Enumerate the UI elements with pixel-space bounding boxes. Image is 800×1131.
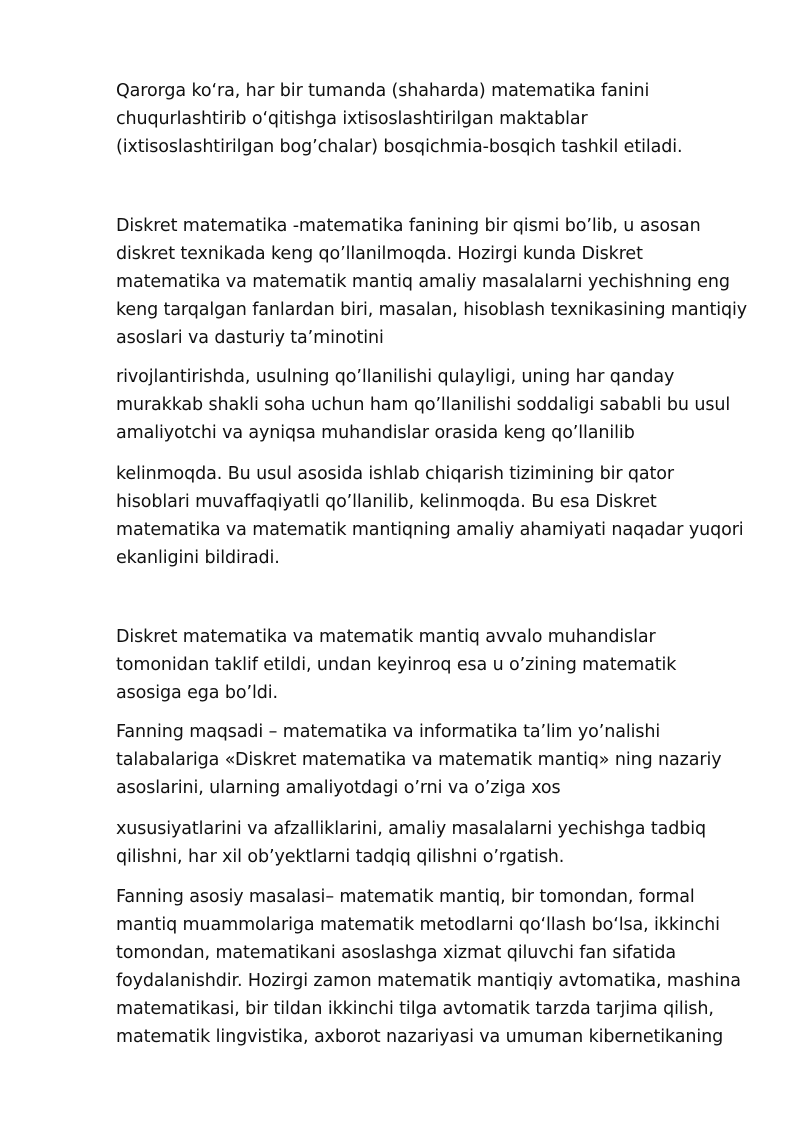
text-line: mantiq muammolariga matematik metodlarni qo‘llash bo‘lsa, ikkinchi — [116, 915, 720, 935]
text-line: murakkab shakli soha uchun ham qo’llanilishi soddaligi sababli bu usul — [116, 395, 731, 415]
text-line: talabalariga «Diskret matematika va matematik mantiq» ning nazariy — [116, 750, 722, 770]
text-line: asoslarini, ularning amaliyotdagi o’rni va o’ziga xos — [116, 778, 561, 798]
paragraph-course-goal-continued — [116, 815, 756, 871]
text-line: matematikasi, bir tildan ikkinchi tilga avtomatik tarzda tarjima qilish, — [116, 999, 714, 1019]
text-line: (ixtisoslashtirilgan bog’chalar) bosqichmia-bosqich tashkil etiladi. — [116, 137, 683, 157]
paragraph-development — [116, 363, 756, 447]
text-line: chuqurlashtirib o‘qitishga ixtisoslashtirilgan maktablar — [116, 109, 588, 129]
text-line: asosiga ega bo’ldi. — [116, 683, 278, 703]
text-line: matematika va matematik mantiq amaliy masalalarni yechishning eng — [116, 272, 730, 292]
text-line: amaliyotchi va ayniqsa muhandislar orasida keng qo’llanilib — [116, 423, 635, 443]
text-line: matematik lingvistika, axborot nazariyasi va umuman kibernetikaning — [116, 1027, 724, 1047]
text-line: Fanning asosiy masalasi– matematik mantiq, bir tomondan, formal — [116, 887, 695, 907]
text-line: diskret texnikada keng qo’llanilmoqda. Hozirgi kunda Diskret — [116, 244, 643, 264]
paragraph-practical-importance — [116, 460, 756, 572]
paragraph-course-goal — [116, 718, 756, 802]
text-line: rivojlantirishda, usulning qo’llanilishi qulayligi, uning har qanday — [116, 367, 675, 387]
text-line: tomondan, matematikani asoslashga xizmat qiluvchi fan sifatida — [116, 943, 677, 963]
paragraph-discrete-math-intro — [116, 212, 756, 352]
text-line: Diskret matematika va matematik mantiq avvalo muhandislar — [116, 627, 656, 647]
text-line: tomonidan taklif etildi, undan keyinroq esa u o’zining matematik — [116, 655, 677, 675]
text-line: xususiyatlarini va afzalliklarini, amaliy masalalarni yechishga tadbiq — [116, 819, 707, 839]
text-line: Qarorga ko‘ra, har bir tumanda (shaharda) matematika fanini — [116, 81, 650, 101]
text-line: Fanning maqsadi – matematika va informatika ta’lim yo’nalishi — [116, 722, 661, 742]
text-line: matematika va matematik mantiqning amaliy ahamiyati naqadar yuqori — [116, 520, 744, 540]
text-line: qilishni, har xil ob’yektlarni tadqiq qilishni o’rgatish. — [116, 847, 565, 867]
text-line: kelinmoqda. Bu usul asosida ishlab chiqarish tizimining bir qator — [116, 464, 675, 484]
text-line: foydalanishdir. Hozirgi zamon matematik mantiqiy avtomatika, mashina — [116, 971, 741, 991]
text-line: ekanligini bildiradi. — [116, 548, 280, 568]
paragraph-decree — [116, 77, 756, 161]
paragraph-main-task — [116, 883, 756, 1051]
text-line: hisoblari muvaffaqiyatli qo’llanilib, kelinmoqda. Bu esa Diskret — [116, 492, 657, 512]
paragraph-origin — [116, 623, 756, 707]
text-line: Diskret matematika -matematika fanining bir qismi bo’lib, u asosan — [116, 216, 701, 236]
text-line: keng tarqalgan fanlardan biri, masalan, hisoblash texnikasining mantiqiy — [116, 300, 748, 320]
text-line: asoslari va dasturiy ta’minotini — [116, 328, 384, 348]
